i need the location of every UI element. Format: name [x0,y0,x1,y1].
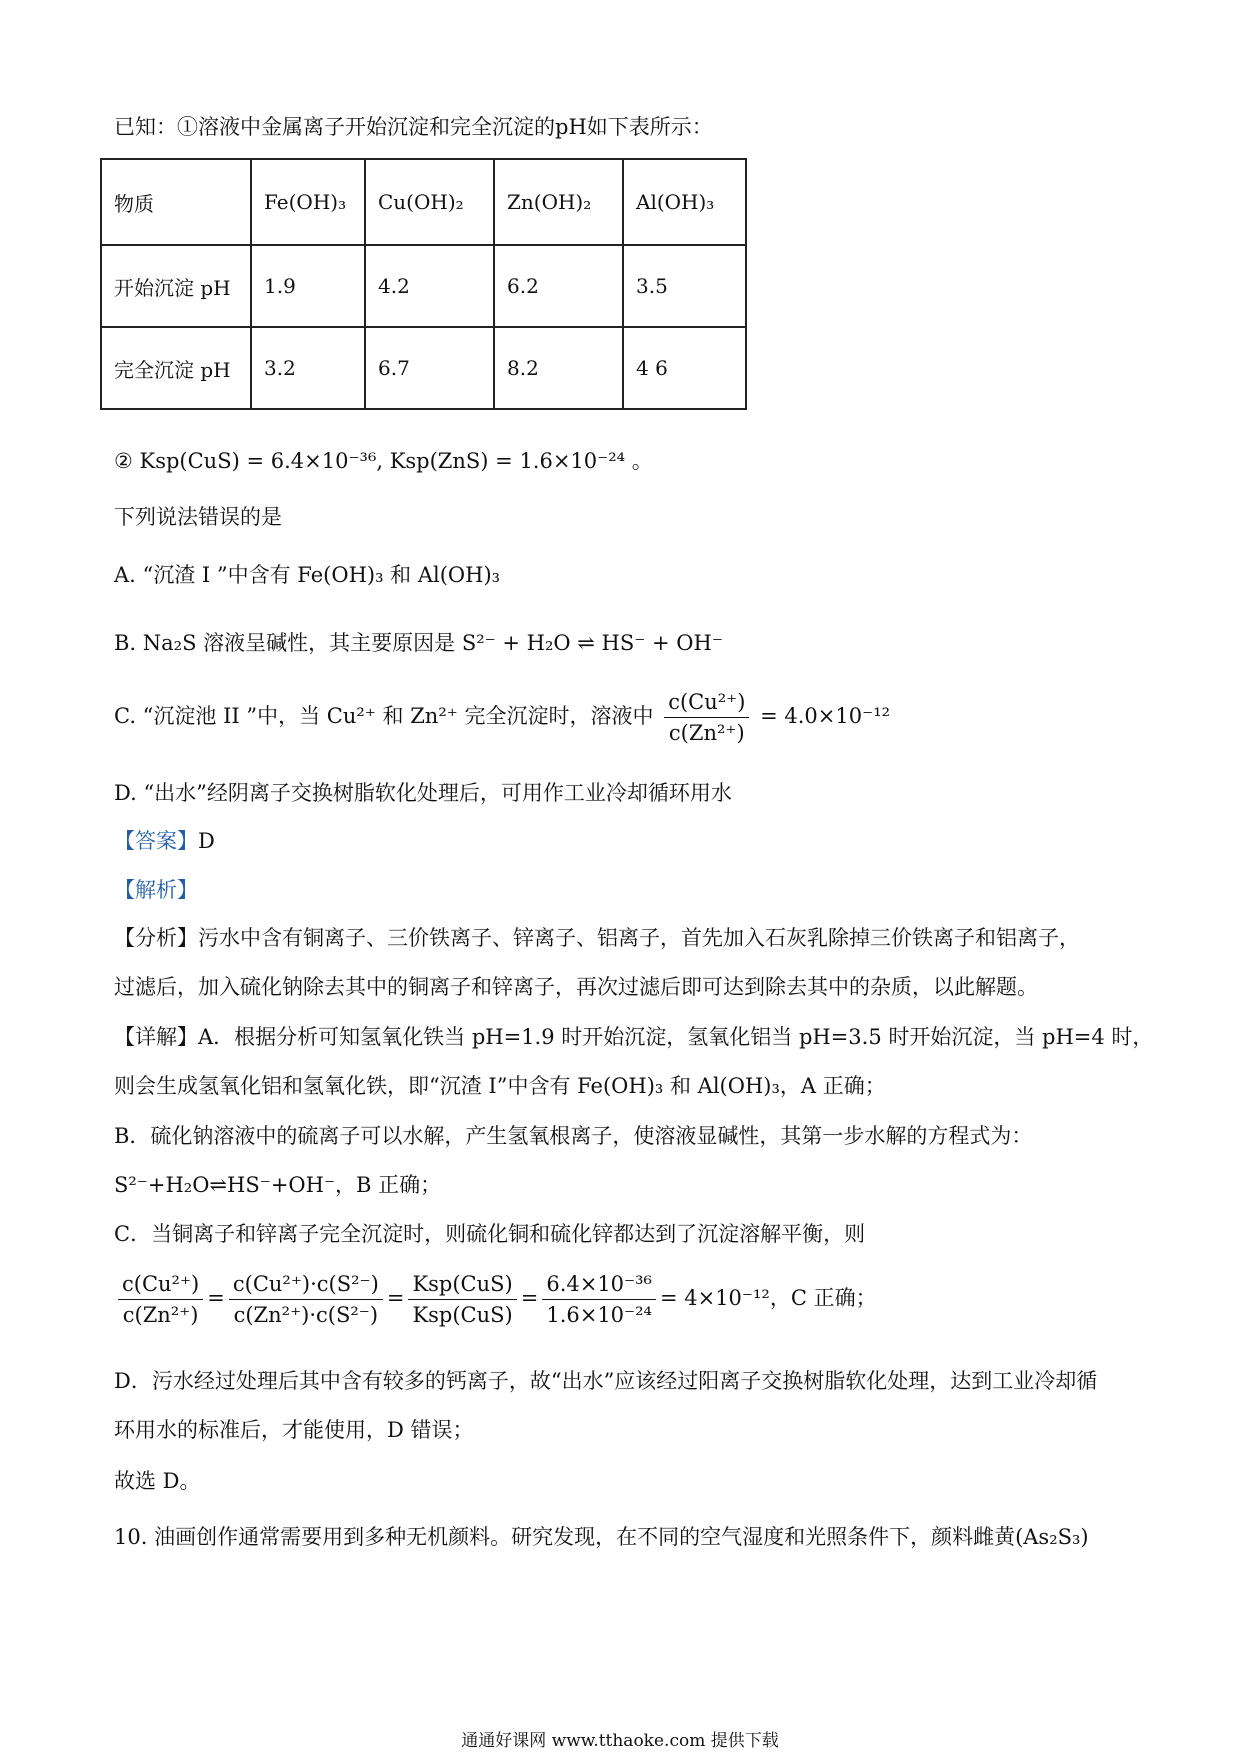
table-cell: Cu(OH)₂ [365,159,494,245]
fraction-denominator: c(Zn²⁺) [122,1303,199,1327]
table-cell: 4.2 [365,245,494,327]
fraction-numerator: Ksp(CuS) [408,1271,516,1300]
table-cell: Al(OH)₃ [623,159,746,245]
ksp-line: ② Ksp(CuS) = 6.4×10⁻³⁶, Ksp(ZnS) = 1.6×10⁻²⁴ 。 [114,449,653,473]
detail-paragraph-line: C．当铜离子和锌离子完全沉淀时，则硫化铜和硫化锌都达到了沉淀溶解平衡，则 [114,1222,866,1246]
option-d: D. “出水”经阴离子交换树脂软化处理后，可用作工业冷却循环用水 [114,781,732,805]
option-c-value: = 4.0×10⁻¹² [760,704,891,728]
table-cell: 3.2 [251,327,365,409]
table-row [101,245,746,327]
table-header-row [101,159,746,245]
option-a: A. “沉渣 I ”中含有 Fe(OH)₃ 和 Al(OH)₃ [114,563,501,587]
option-c [114,686,890,746]
table-cell: 8.2 [494,327,623,409]
fraction-denominator: Ksp(CuS) [412,1303,513,1327]
formula-fraction [408,1271,516,1328]
option-c-fraction [664,689,749,746]
analysis-paragraph-line: 过滤后，加入硫化钠除去其中的铜离子和锌离子，再次过滤后即可达到除去其中的杂质，以此解题。 [114,975,1038,999]
page-footer: 通通好课网 www.tthaoke.com 提供下载 [461,1731,779,1751]
table-cell: 6.7 [365,327,494,409]
fraction-denominator: c(Zn²⁺)·c(S²⁻) [233,1303,379,1327]
answer-line [114,826,215,856]
option-c-text: C. “沉淀池 II ”中，当 Cu²⁺ 和 Zn²⁺ 完全沉淀时，溶液中 [114,704,654,728]
fraction-numerator: 6.4×10⁻³⁶ [542,1271,656,1300]
detail-paragraph-line: S²⁻+H₂O⇌HS⁻+OH⁻，B 正确； [114,1173,442,1197]
table-cell: Zn(OH)₂ [494,159,623,245]
table-cell: 开始沉淀 pH [101,245,251,327]
fraction-numerator: c(Cu²⁺) [664,689,749,718]
fraction-numerator: c(Cu²⁺)·c(S²⁻) [229,1271,383,1300]
table-row [101,327,746,409]
table-cell: Fe(OH)₃ [251,159,365,245]
conclusion-line: 故选 D。 [114,1469,201,1493]
table-cell: 6.2 [494,245,623,327]
precipitation-ph-table [100,158,747,410]
detail-paragraph-line: B．硫化钠溶液中的硫离子可以水解，产生氢氧根离子，使溶液显碱性，其第一步水解的方程式为： [114,1124,1033,1148]
intro-text: 已知：①溶液中金属离子开始沉淀和完全沉淀的pH如下表所示： [114,115,713,139]
formula-result: = 4×10⁻¹²，C 正确； [659,1286,877,1310]
answer-value: D [198,829,215,853]
detail-paragraph-line: D．污水经过处理后其中含有较多的钙离子，故“出水”应该经过阳离子交换树脂软化处理，达到工业冷却循 [114,1369,1098,1393]
table-cell: 完全沉淀 pH [101,327,251,409]
formula-fraction [118,1271,203,1328]
question-10-stem: 10. 油画创作通常需要用到多种无机颜料。研究发现，在不同的空气湿度和光照条件下，颜料雌黄(As₂S₃) [114,1525,1089,1549]
detail-paragraph-line: 环用水的标准后，才能使用，D 错误； [114,1418,474,1442]
fraction-denominator: c(Zn²⁺) [668,721,745,745]
analysis-label: 【解析】 [114,878,198,902]
answer-label: 【答案】 [114,829,198,853]
table-cell: 4 6 [623,327,746,409]
ksp-ratio-formula: $\frac{\text{c(Cu²⁺)}}{\text{c(Zn²⁺)}}$ = $\frac{\text{c(Cu²⁺)·c(S²⁻)}}{\text{c(Zn²⁺)·c(S²⁻)}}$ = $\frac{\text{Ksp(CuS)}}{\text{Ksp(CuS)}}$ = $\frac{\text{6.4×10⁻³⁶}}{\text{1.6×10⁻²⁴}}$ = 4×10⁻¹²，C 正确； [114,1266,877,1330]
table-cell: 3.5 [623,245,746,327]
option-b: B. Na₂S 溶液呈碱性，其主要原因是 S²⁻ + H₂O ⇌ HS⁻ + OH⁻ [114,631,723,655]
analysis-paragraph-line: 【分析】污水中含有铜离子、三价铁离子、锌离子、铝离子，首先加入石灰乳除掉三价铁离子和铝离子， [114,926,1080,950]
fraction-numerator: c(Cu²⁺) [118,1271,203,1300]
detail-paragraph-line: 【详解】A．根据分析可知氢氧化铁当 pH=1.9 时开始沉淀，氢氧化铝当 pH=3.5 时开始沉淀，当 pH=4 时， [114,1025,1154,1049]
table-cell: 物质 [101,159,251,245]
table-cell: 1.9 [251,245,365,327]
formula-fraction [229,1271,383,1328]
detail-paragraph-line: 则会生成氢氧化铝和氢氧化铁，即“沉渣 I”中含有 Fe(OH)₃ 和 Al(OH)₃，A 正确； [114,1074,886,1098]
fraction-denominator: 1.6×10⁻²⁴ [546,1303,652,1327]
question-stem: 下列说法错误的是 [114,505,282,529]
formula-fraction [542,1271,656,1328]
